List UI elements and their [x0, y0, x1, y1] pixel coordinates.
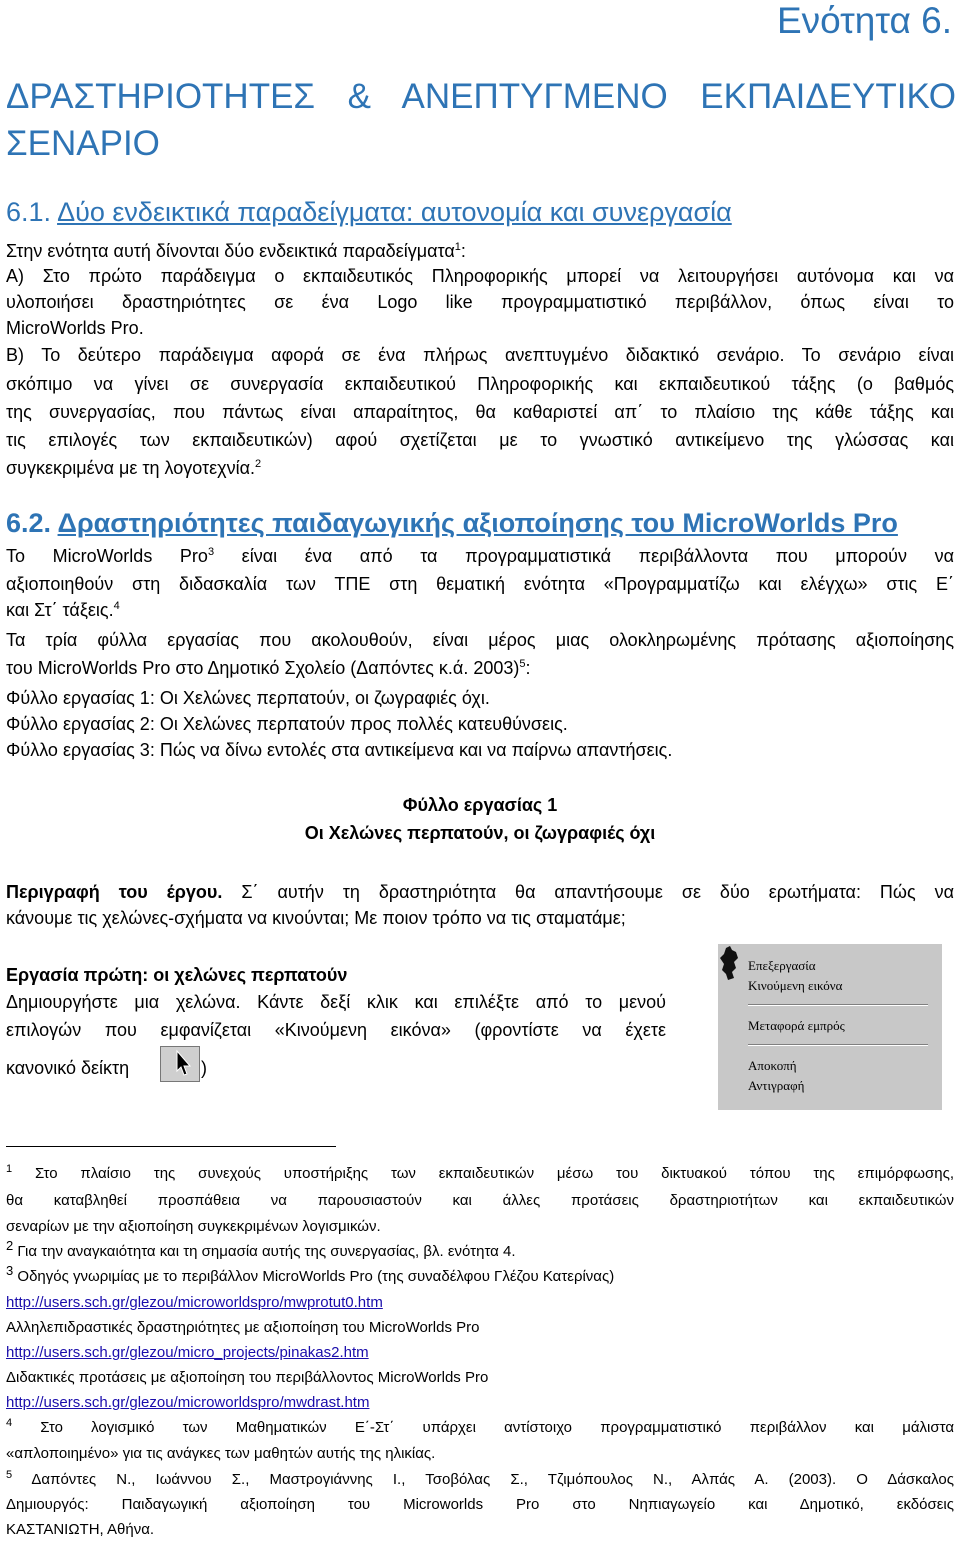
- footnote-2: [6, 1240, 516, 1264]
- worksheet-subtitle: Οι Χελώνες περπατούν, οι ζωγραφιές όχι: [304, 823, 656, 843]
- footnote-line: ΚΑΣΤΑΝΙΩΤΗ, Αθήνα.: [6, 1521, 155, 1538]
- footnote-ref: 1: [454, 241, 461, 253]
- paragraph-line: [6, 454, 261, 482]
- menu-separator: [748, 1004, 928, 1006]
- link-mwprotut0[interactable]: http://users.sch.gr/glezou/microworldspro/mwprotut0.htm: [6, 1294, 383, 1311]
- worksheet-item: Φύλλο εργασίας 2: Οι Χελώνες περπατούν προς πολλές κατευθύνσεις.: [6, 714, 568, 734]
- paragraph-line: της συνεργασίας, που πάντως είναι απαραίτητος, θα καθαριστεί απ΄ το πλαίσιο της κάθε τάξης και: [6, 402, 954, 422]
- footnote-3: [6, 1265, 614, 1289]
- page-title-line1: ΔΡΑΣΤΗΡΙΟΤΗΤΕΣ & ΑΝΕΠΤΥΓΜΕΝΟ ΕΚΠΑΙΔΕΥΤΙΚΟ: [6, 77, 956, 116]
- footnote-divider: [6, 1146, 336, 1147]
- footnote-4: [6, 1416, 954, 1440]
- text: Στο λογισμικό των Μαθηματικών Ε΄-Στ΄ υπάρχει αντίστοιχο προγραμματιστικό περιβάλλον και μάλιστα: [12, 1419, 954, 1436]
- text: Σ΄ αυτήν τη δραστηριότητα θα απαντήσουμε σε δύο ερωτήματα: Πώς να: [222, 882, 955, 902]
- text: είναι ένα από τα προγραμματιστικά περιβάλλοντα που μπορούν να: [214, 546, 954, 566]
- paragraph-line: κάνουμε τις χελώνες-σχήματα να κινούνται; Με ποιον τρόπο να τις σταματάμε;: [6, 908, 626, 928]
- footnote-line: «απλοποιημένο» για τις ανάγκες των μαθητών αυτής της ηλικίας.: [6, 1445, 436, 1462]
- paragraph-line: επιλογών που εμφανίζεται «Κινούμενη εικόνα» (φροντίστε να έχετε: [6, 1020, 666, 1040]
- turtle-icon: [720, 946, 740, 986]
- paragraph-line: [6, 542, 954, 570]
- footnote-ref: 3: [207, 546, 215, 558]
- text: Στην ενότητα αυτή δίνονται δύο ενδεικτικά παραδείγματα: [6, 241, 455, 261]
- text: Το MicroWorlds Pro: [6, 546, 208, 566]
- paragraph-line: κανονικό δείκτη: [6, 1058, 130, 1078]
- footnote-ref: 2: [255, 458, 262, 470]
- section-6-2-heading: [6, 508, 898, 539]
- paragraph-line: [6, 596, 120, 624]
- paragraph-line: σκόπιμο να γίνει σε συνεργασία εκπαιδευτικού Πληροφορικής και εκπαιδευτικού τάξης (ο βαθμός: [6, 374, 954, 394]
- worksheet-item: Φύλλο εργασίας 3: Πώς να δίνω εντολές στα αντικείμενα και να παίρνω απαντήσεις.: [6, 740, 673, 760]
- footnote-5: [6, 1468, 954, 1492]
- text: :: [460, 241, 466, 261]
- link-mwdrast[interactable]: http://users.sch.gr/glezou/microworldspro/mwdrast.htm: [6, 1394, 370, 1411]
- text: Δαπόντες Ν., Ιωάννου Σ., Μαστρογιάννης Ι., Τσοβόλας Σ., Τζιμόπουλος Ν., Αλπάς Α. (2003). Ο Δάσκαλος: [12, 1471, 954, 1488]
- paragraph-line: Τα τρία φύλλα εργασίας που ακολουθούν, είναι μέρος μιας ολοκληρωμένης πρότασης αξιοποίησης: [6, 630, 954, 650]
- context-menu-image: [718, 944, 942, 1110]
- paragraph: [6, 237, 466, 265]
- footnote-line: σεναρίων με την αξιοποίηση συγκεκριμένων λογισμικών.: [6, 1218, 381, 1235]
- section-title: Δραστηριότητες παιδαγωγικής αξιοποίησης του MicroWorlds Pro: [57, 508, 898, 538]
- task-label: Εργασία πρώτη: οι χελώνες περπατούν: [6, 965, 348, 985]
- footnote-line: θα καταβληθεί προσπάθεια να παρουσιαστούν και άλλες προτάσεις δραστηριοτήτων και εκπαιδευτικών: [6, 1192, 954, 1209]
- page-title-line2: ΣΕΝΑΡΙΟ: [6, 124, 160, 163]
- section-title: Δύο ενδεικτικά παραδείγματα: αυτονομία και συνεργασία: [57, 197, 732, 227]
- text: συγκεκριμένα με τη λογοτεχνία.: [6, 458, 256, 478]
- pointer-cursor-image: [160, 1046, 200, 1082]
- footnote-line: Διδακτικές προτάσεις με αξιοποίηση του περιβάλλοντος MicroWorlds Pro: [6, 1369, 489, 1386]
- worksheet-item: Φύλλο εργασίας 1: Οι Χελώνες περπατούν, οι ζωγραφιές όχι.: [6, 688, 490, 708]
- paragraph-line: ): [201, 1058, 207, 1078]
- footnote-ref: 4: [113, 600, 120, 612]
- description-label: Περιγραφή του έργου.: [6, 882, 223, 902]
- paragraph-line: Δημιουργήστε μια χελώνα. Κάντε δεξί κλικ και επιλέξτε από το μενού: [6, 992, 666, 1012]
- menu-item-cut[interactable]: Αποκοπή: [748, 1058, 797, 1073]
- paragraph-line: Α) Στο πρώτο παράδειγμα ο εκπαιδευτικός Πληροφορικής μπορεί να λειτουργήσει αυτόνομα και να: [6, 266, 954, 286]
- footnote-ref: 5: [519, 658, 526, 670]
- menu-item-edit[interactable]: Επεξεργασία: [748, 958, 816, 973]
- text: Στο πλαίσιο της συνεχούς υποστήριξης των εκπαιδευτικών μέσω του δικτυακού τόπου της επιμόρφωσης,: [12, 1165, 954, 1182]
- text: του MicroWorlds Pro στο Δημοτικό Σχολείο (Δαπόντες κ.ά. 2003): [6, 658, 520, 678]
- paragraph-line: Β) Το δεύτερο παράδειγμα αφορά σε ένα πλήρως ανεπτυγμένο διδακτικό σενάριο. Το σενάριο είναι: [6, 345, 954, 365]
- section-number: 6.2.: [6, 508, 52, 538]
- text: Για την αναγκαιότητα και τη σημασία αυτής της συνεργασίας, βλ. ενότητα 4.: [13, 1243, 516, 1260]
- arrow-cursor-icon: [161, 1047, 199, 1081]
- paragraph-line: υλοποιήσει δραστηριότητες σε ένα Logo like προγραμματιστικό περιβάλλον, όπως είναι το: [6, 292, 954, 312]
- footnote-number: 4: [6, 1417, 13, 1429]
- paragraph-line: [6, 654, 531, 682]
- paragraph-line: τις επιλογές των εκπαιδευτικών) αφού σχετίζεται με το γνωστικό αντικείμενο της γλώσσας και: [6, 430, 954, 450]
- footnote-1: [6, 1162, 954, 1186]
- section-number: 6.1.: [6, 197, 52, 227]
- menu-item-animated-image[interactable]: Κινούμενη εικόνα: [748, 978, 843, 993]
- paragraph-line: αξιοποιηθούν στη διδασκαλία των ΤΠΕ στη θεματική ενότητα «Προγραμματίζω και ελέγχω» στις Ε΄: [6, 574, 954, 594]
- paragraph-line: MicroWorlds Pro.: [6, 318, 144, 338]
- paragraph-line: [6, 878, 954, 906]
- menu-item-bring-forward[interactable]: Μεταφορά εμπρός: [748, 1018, 845, 1033]
- chapter-label: Ενότητα 6.: [776, 0, 952, 41]
- text: και Στ΄ τάξεις.: [6, 600, 114, 620]
- menu-item-copy[interactable]: Αντιγραφή: [748, 1078, 805, 1093]
- footnote-number: 1: [6, 1163, 13, 1175]
- worksheet-title: Φύλλο εργασίας 1: [402, 795, 558, 815]
- text: Οδηγός γνωριμίας με το περιβάλλον MicroWorlds Pro (της συναδέλφου Γλέζου Κατερίνας): [13, 1268, 615, 1285]
- section-6-1-heading: [6, 197, 732, 228]
- footnote-number: 5: [6, 1469, 13, 1481]
- link-pinakas2[interactable]: http://users.sch.gr/glezou/micro_projects/pinakas2.htm: [6, 1344, 369, 1361]
- footnote-line: Δημιουργός: Παιδαγωγική αξιοποίηση του Microworlds Pro στο Νηπιαγωγείο και Δημοτικό, εκδόσεις: [6, 1496, 954, 1513]
- menu-separator: [748, 1044, 928, 1046]
- footnote-line: Αλληλεπιδραστικές δραστηριότητες με αξιοποίηση του MicroWorlds Pro: [6, 1319, 480, 1336]
- footnote-number: 2: [6, 1238, 14, 1253]
- text: :: [525, 658, 531, 678]
- footnote-number: 3: [6, 1263, 14, 1278]
